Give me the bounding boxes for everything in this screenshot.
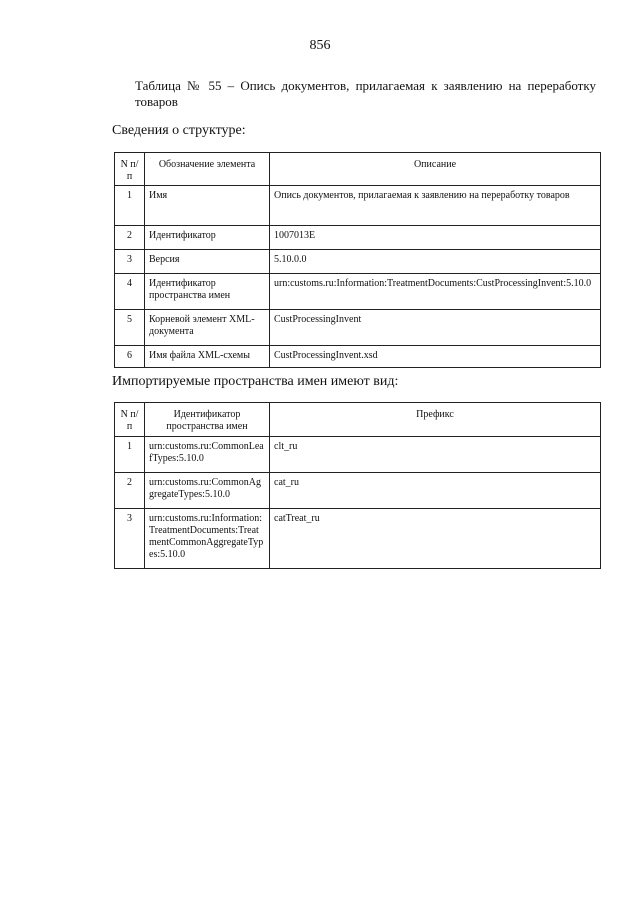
column-header-namespace: Идентификатор пространства имен [145, 403, 270, 437]
table-row [115, 346, 601, 368]
namespaces-section-title: Импортируемые пространства имен имеют вид: [112, 374, 399, 389]
row-number: 2 [115, 226, 145, 250]
element-description: 5.10.0.0 [270, 250, 601, 274]
element-description: Опись документов, прилагаемая к заявлению на переработку товаров [270, 186, 601, 226]
structure-table [114, 152, 601, 368]
element-name: Имя [145, 186, 270, 226]
table-row [115, 437, 601, 473]
table-row [115, 186, 601, 226]
table-row [115, 509, 601, 569]
namespace-identifier: urn:customs.ru:CommonAggregateTypes:5.10.0 [145, 473, 270, 509]
table-row [115, 310, 601, 346]
structure-section-title: Сведения о структуре: [112, 123, 246, 138]
namespace-identifier: urn:customs.ru:CommonLeafTypes:5.10.0 [145, 437, 270, 473]
table-caption: Таблица № 55 – Опись документов, прилагаемая к заявлению на переработку [135, 78, 596, 93]
column-header-prefix: Префикс [270, 403, 601, 437]
element-name: Идентификатор пространства имен [145, 274, 270, 310]
row-number: 6 [115, 346, 145, 368]
table-row [115, 250, 601, 274]
namespace-prefix: catTreat_ru [270, 509, 601, 569]
table-caption-continuation: товаров [135, 94, 178, 109]
column-header-number: N п/п [115, 153, 145, 186]
element-name: Версия [145, 250, 270, 274]
column-header-element: Обозначение элемента [145, 153, 270, 186]
namespace-identifier: urn:customs.ru:Information:TreatmentDocuments:TreatmentCommonAggregateTypes:5.10.0 [145, 509, 270, 569]
element-name: Имя файла XML-схемы [145, 346, 270, 368]
namespace-prefix: cat_ru [270, 473, 601, 509]
table-row [115, 226, 601, 250]
page-number: 856 [309, 38, 331, 53]
element-description: 1007013E [270, 226, 601, 250]
element-description: CustProcessingInvent [270, 310, 601, 346]
row-number: 5 [115, 310, 145, 346]
row-number: 4 [115, 274, 145, 310]
column-header-description: Описание [270, 153, 601, 186]
namespaces-table [114, 402, 601, 569]
column-header-number: N п/п [115, 403, 145, 437]
table-row [115, 274, 601, 310]
element-name: Идентификатор [145, 226, 270, 250]
table-header-row [115, 153, 601, 186]
row-number: 1 [115, 437, 145, 473]
row-number: 3 [115, 250, 145, 274]
row-number: 2 [115, 473, 145, 509]
element-name: Корневой элемент XML-документа [145, 310, 270, 346]
row-number: 1 [115, 186, 145, 226]
namespace-prefix: clt_ru [270, 437, 601, 473]
row-number: 3 [115, 509, 145, 569]
element-description: urn:customs.ru:Information:TreatmentDocuments:CustProcessingInvent:5.10.0 [270, 274, 601, 310]
table-row [115, 473, 601, 509]
element-description: CustProcessingInvent.xsd [270, 346, 601, 368]
table-header-row [115, 403, 601, 437]
